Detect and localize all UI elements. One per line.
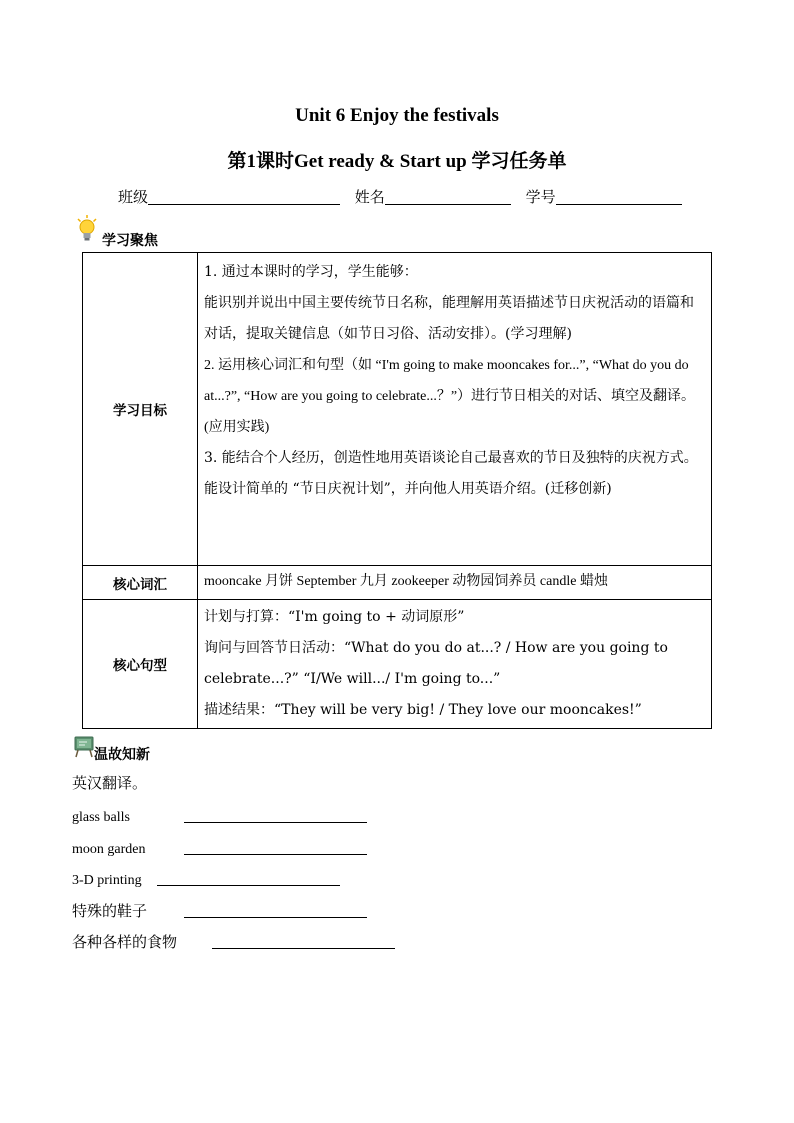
document-subtitle: 第1课时Get ready & Start up 学习任务单 (227, 151, 567, 172)
review-item-prompt: 特殊的鞋子 (72, 902, 148, 920)
list-item (72, 839, 367, 858)
vocab-label: 核心词汇 (83, 566, 198, 600)
class-blank[interactable] (148, 188, 340, 205)
list-item (72, 807, 367, 826)
answer-blank[interactable] (157, 871, 340, 886)
answer-blank[interactable] (212, 934, 395, 949)
name-label: 姓名 (354, 188, 385, 206)
table-row-goals (83, 253, 712, 566)
vocab-content: mooncake 月饼 September 九月 zookeeper 动物园饲养员 candle 蜡烛 (198, 566, 712, 600)
student-info-line (118, 186, 682, 207)
list-item (72, 900, 367, 921)
answer-blank[interactable] (184, 903, 367, 918)
lightbulb-icon (76, 214, 98, 244)
review-heading: 温故知新 (94, 747, 150, 763)
number-label: 学号 (525, 188, 556, 206)
review-item-prompt: 各种各样的食物 (72, 933, 178, 951)
review-item-prompt: glass balls (72, 810, 130, 825)
goal-item: 2. 运用核心词汇和句型（如 “I'm going to make mooncakes for...”, “What do you do at...?”, “How are you going to celebrate...？”）进行节日相关的对话、填空及翻译。(应用实践) (204, 358, 696, 435)
list-item (72, 931, 395, 952)
table-row-sentences (83, 600, 712, 729)
answer-blank[interactable] (184, 840, 367, 855)
chalkboard-icon (74, 736, 94, 758)
review-item-prompt: 3-D printing (72, 873, 142, 888)
sentences-content (198, 600, 712, 729)
sentence-item: 计划与打算：“I'm going to + 动词原形” (204, 609, 465, 625)
name-blank[interactable] (385, 188, 511, 205)
answer-blank[interactable] (184, 808, 367, 823)
sentence-item: 询问与回答节日活动：“What do you do at...? / How are you going to celebrate...?” “I/We will.../ I'm going to...” (204, 640, 668, 687)
learning-focus-table (82, 252, 712, 729)
table-row-vocab (83, 566, 712, 600)
sentence-item: 描述结果：“They will be very big! / They love our mooncakes!” (204, 702, 642, 718)
goals-content (198, 253, 712, 566)
goal-item: 3. 能结合个人经历，创造性地用英语谈论自己最喜欢的节日及独特的庆祝方式。能设计简单的 “节日庆祝计划”，并向他人用英语介绍。(迁移创新) (204, 450, 698, 497)
review-instruction: 英汉翻译。 (72, 774, 148, 792)
goal-item: 能识别并说出中国主要传统节日名称，能理解用英语描述节日庆祝活动的语篇和对话，提取关键信息（如节日习俗、活动安排）。(学习理解) (204, 295, 694, 342)
sentences-label: 核心句型 (83, 600, 198, 729)
goals-label: 学习目标 (83, 253, 198, 566)
document-title: Unit 6 Enjoy the festivals (295, 105, 499, 126)
list-item (72, 870, 340, 889)
review-item-prompt: moon garden (72, 842, 146, 857)
goal-item: 1. 通过本课时的学习，学生能够： (204, 264, 418, 280)
focus-heading: 学习聚焦 (102, 233, 158, 249)
class-label: 班级 (118, 188, 149, 206)
number-blank[interactable] (556, 188, 682, 205)
